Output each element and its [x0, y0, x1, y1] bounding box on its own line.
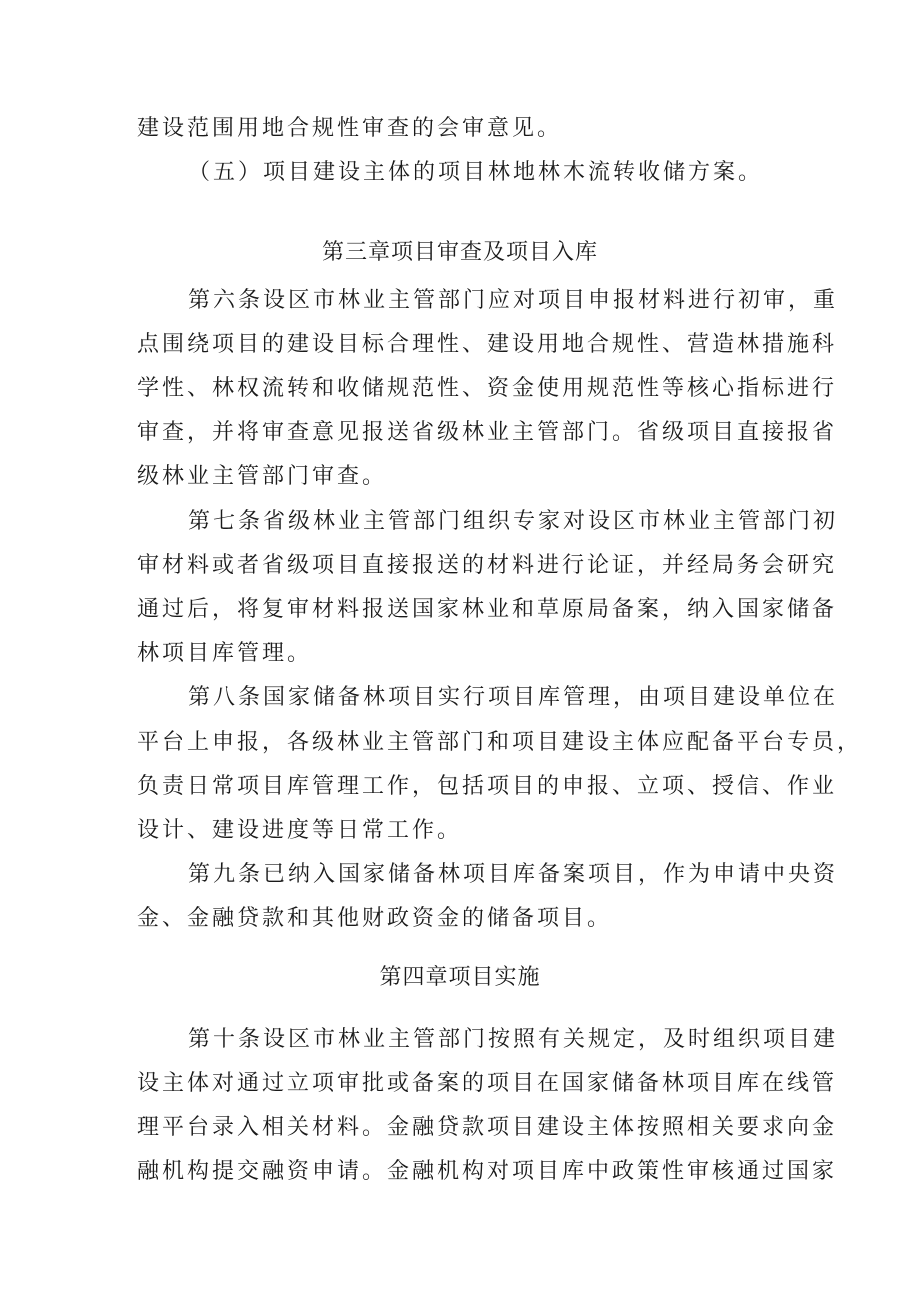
article-10-line-3: 理平台录入相关材料。金融贷款项目建设主体按照相关要求向金 — [137, 1115, 838, 1140]
article-6-line-5: 级林业主管部门审查。 — [137, 464, 388, 489]
article-9-line-1: 第九条已纳入国家储备林项目库备案项目，作为申请中央资 — [188, 862, 839, 887]
article-10-line-2: 设主体对通过立项审批或备案的项目在国家储备林项目库在线管 — [137, 1071, 838, 1096]
article-8-line-2: 平台上申报，各级林业主管部门和项目建设主体应配备平台专员， — [137, 730, 863, 755]
article-8-line-1: 第八条国家储备林项目实行项目库管理，由项目建设单位在 — [188, 685, 839, 710]
article-9-line-2: 金、金融贷款和其他财政资金的储备项目。 — [137, 906, 613, 931]
chapter-3-title: 第三章项目审查及项目入库 — [321, 240, 598, 265]
article-8-line-4: 设计、建设进度等日常工作。 — [137, 818, 463, 843]
article-6-line-4: 审查，并将审查意见报送省级林业主管部门。省级项目直接报省 — [137, 420, 838, 445]
article-7-line-1: 第七条省级林业主管部门组织专家对设区市林业主管部门初 — [188, 509, 839, 534]
article-7-line-4: 林项目库管理。 — [137, 641, 313, 666]
article-7-line-2: 审材料或者省级项目直接报送的材料进行论证，并经局务会研究 — [137, 553, 838, 578]
paragraph-continuation: 建设范围用地合规性审查的会审意见。 — [137, 116, 563, 141]
article-8-line-3: 负责日常项目库管理工作，包括项目的申报、立项、授信、作业 — [137, 774, 838, 799]
article-10-line-1: 第十条设区市林业主管部门按照有关规定，及时组织项目建 — [188, 1027, 839, 1052]
article-6-line-2: 点围绕项目的建设目标合理性、建设用地合规性、营造林措施科 — [137, 332, 838, 357]
article-10-line-4: 融机构提交融资申请。金融机构对项目库中政策性审核通过国家 — [137, 1159, 838, 1184]
article-6-line-3: 学性、林权流转和收储规范性、资金使用规范性等核心指标进行 — [137, 376, 838, 401]
article-6-line-1: 第六条设区市林业主管部门应对项目申报材料进行初审，重 — [188, 288, 839, 313]
paragraph-item-5: （五）项目建设主体的项目林地林木流转收储方案。 — [188, 160, 764, 185]
article-7-line-3: 通过后，将复审材料报送国家林业和草原局备案，纳入国家储备 — [137, 597, 838, 622]
chapter-4-title: 第四章项目实施 — [379, 965, 541, 990]
